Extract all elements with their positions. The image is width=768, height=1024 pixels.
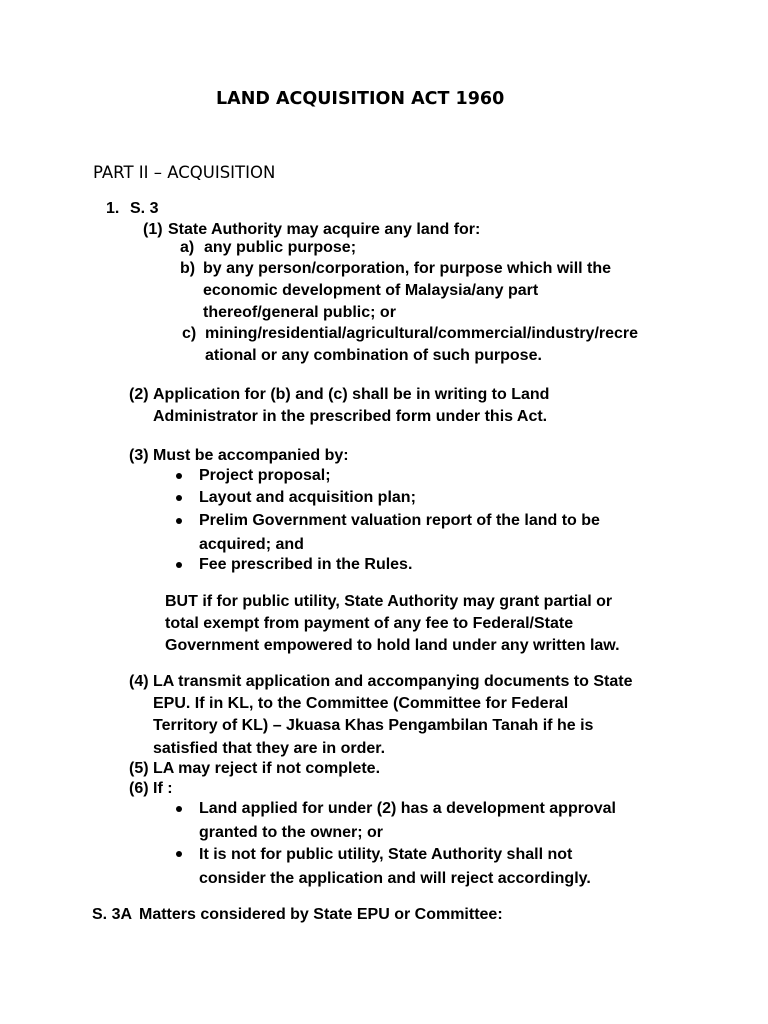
document-title: LAND ACQUISITION ACT 1960 [216, 89, 505, 109]
note-text: Government empowered to hold land under any written law. [165, 637, 620, 654]
list-marker: a) [180, 239, 195, 256]
bullet-text: granted to the owner; or [199, 824, 383, 841]
part-heading: PART II – ACQUISITION [93, 163, 276, 182]
subsection-text: Territory of KL) – Jkuasa Khas Pengambilan Tanah if he is [153, 717, 594, 734]
bullet-icon [176, 495, 182, 501]
section-number: 1. [106, 200, 120, 217]
bullet-icon [176, 851, 182, 857]
subsection-text: Administrator in the prescribed form under this Act. [153, 408, 548, 425]
note-text: total exempt from payment of any fee to Federal/State [165, 615, 574, 632]
bullet-icon [176, 473, 182, 479]
bullet-text: Project proposal; [199, 467, 331, 484]
bullet-text: Prelim Government valuation report of the land to be [199, 512, 600, 529]
list-item-text: any public purpose; [204, 239, 357, 256]
subsection-text: EPU. If in KL, to the Committee (Committee for Federal [153, 695, 569, 712]
bullet-text: Fee prescribed in the Rules. [199, 556, 413, 573]
list-item-text: mining/residential/agricultural/commercial/industry/recre [205, 325, 639, 342]
bullet-text: acquired; and [199, 536, 304, 553]
bullet-text: It is not for public utility, State Authority shall not [199, 846, 573, 863]
subsection-text: If : [153, 780, 173, 797]
list-item-text: ational or any combination of such purpose. [205, 347, 542, 364]
subsection-text: Application for (b) and (c) shall be in writing to Land [153, 386, 550, 403]
subsection-text: Must be accompanied by: [153, 447, 349, 464]
list-marker: b) [180, 260, 196, 277]
subsection-number: (4) [129, 673, 149, 690]
list-item-text: by any person/corporation, for purpose which will the [203, 260, 612, 277]
subsection-text: LA transmit application and accompanying documents to State [153, 673, 633, 690]
section-label: S. 3 [130, 200, 159, 217]
list-item-text: thereof/general public; or [203, 304, 396, 321]
bullet-text: consider the application and will reject accordingly. [199, 870, 591, 887]
bullet-icon [176, 562, 182, 568]
bullet-icon [176, 806, 182, 812]
subsection-number: (1) [143, 221, 163, 238]
list-item-text: economic development of Malaysia/any part [203, 282, 539, 299]
bullet-text: Land applied for under (2) has a development approval [199, 800, 616, 817]
section-label: S. 3A [92, 906, 133, 923]
subsection-number: (2) [129, 386, 149, 403]
bullet-text: Layout and acquisition plan; [199, 489, 416, 506]
subsection-number: (5) [129, 760, 149, 777]
subsection-text: State Authority may acquire any land for: [168, 221, 481, 238]
subsection-text: satisfied that they are in order. [153, 740, 386, 757]
list-marker: c) [182, 325, 197, 342]
note-text: BUT if for public utility, State Authority may grant partial or [165, 593, 613, 610]
section-text: Matters considered by State EPU or Committee: [139, 906, 503, 923]
subsection-number: (6) [129, 780, 149, 797]
subsection-number: (3) [129, 447, 149, 464]
subsection-text: LA may reject if not complete. [153, 760, 381, 777]
bullet-icon [176, 518, 182, 524]
